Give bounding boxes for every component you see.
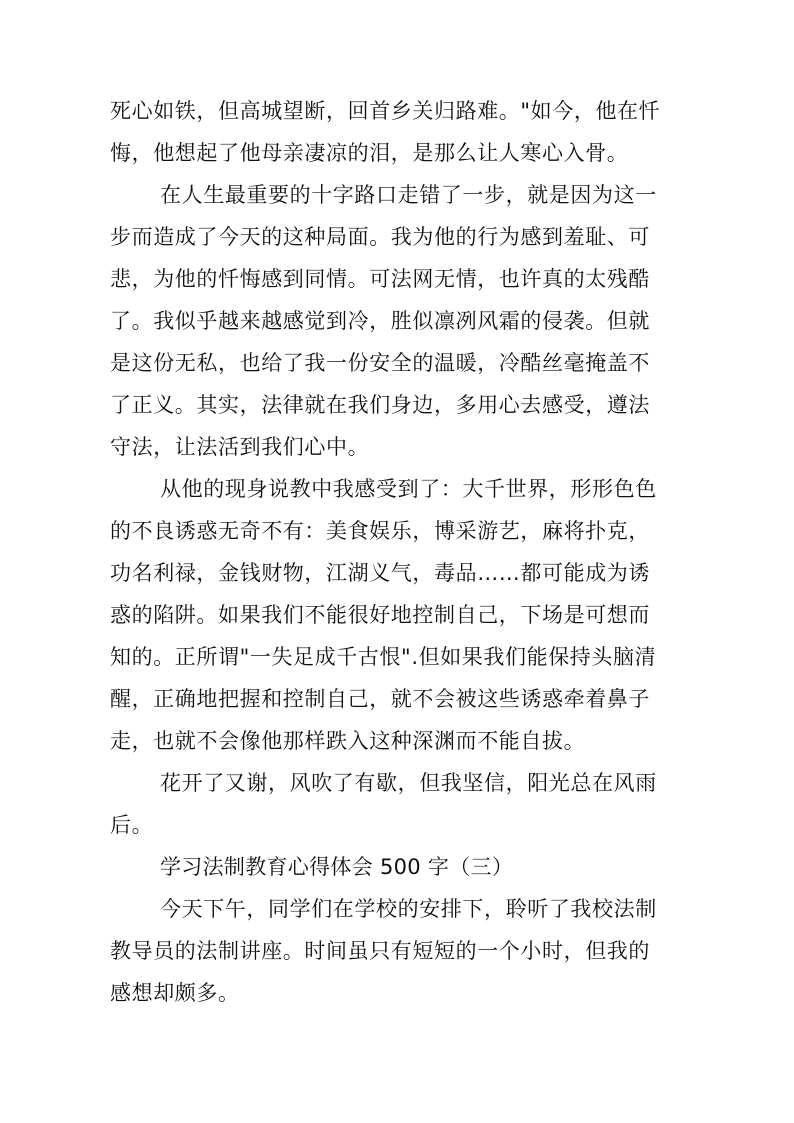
document-page [110, 90, 686, 1014]
paragraph-start-line: 从他的现身说教中我感受到了：大千世界，形形色色 [160, 477, 657, 501]
text-line: 守法，让法活到我们心中。 [110, 435, 370, 459]
text-line: 死心如铁，但高城望断，回首乡关归路难。"如今，他在忏 [110, 99, 661, 123]
text-line: 了。我似乎越来越感觉到冷，胜似凛冽风霜的侵袭。但就 [110, 309, 650, 333]
paragraph-start-line: 花开了又谢，风吹了有歇，但我坚信，阳光总在风雨 [160, 771, 657, 795]
text-line: 是这份无私，也给了我一份安全的温暖，冷酷丝毫掩盖不 [110, 351, 650, 375]
paragraph-start-line: 今天下午，同学们在学校的安排下，聆听了我校法制 [160, 897, 657, 921]
text-line: 醒，正确地把握和控制自己，就不会被这些诱惑牵着鼻子 [110, 687, 650, 711]
text-line: 步而造成了今天的这种局面。我为他的行为感到羞耻、可 [110, 225, 650, 249]
paragraph-start-line: 在人生最重要的十字路口走错了一步，就是因为这一 [160, 183, 657, 207]
text-line: 走，也就不会像他那样跌入这种深渊而不能自拔。 [110, 729, 586, 753]
text-line: 功名利禄，金钱财物，江湖义气，毒品……都可能成为诱 [110, 561, 650, 585]
section-heading: 学习法制教育心得体会 500 字（三） [160, 855, 514, 879]
text-line: 了正义。其实，法律就在我们身边，多用心去感受，遵法 [110, 393, 650, 417]
text-line: 悲，为他的忏悔感到同情。可法网无情，也许真的太残酷 [110, 267, 650, 291]
text-line: 惑的陷阱。如果我们不能很好地控制自己，下场是可想而 [110, 603, 650, 627]
text-line: 感想却颇多。 [110, 981, 240, 1005]
text-line: 教导员的法制讲座。时间虽只有短短的一个小时，但我的 [110, 939, 650, 963]
text-line: 知的。正所谓"一失足成千古恨".但如果我们能保持头脑清 [110, 645, 657, 669]
text-line: 的不良诱惑无奇不有：美食娱乐，博采游艺，麻将扑克， [110, 519, 650, 543]
text-line: 悔，他想起了他母亲凄凉的泪，是那么让人寒心入骨。 [110, 141, 629, 165]
text-line: 后。 [110, 813, 154, 837]
